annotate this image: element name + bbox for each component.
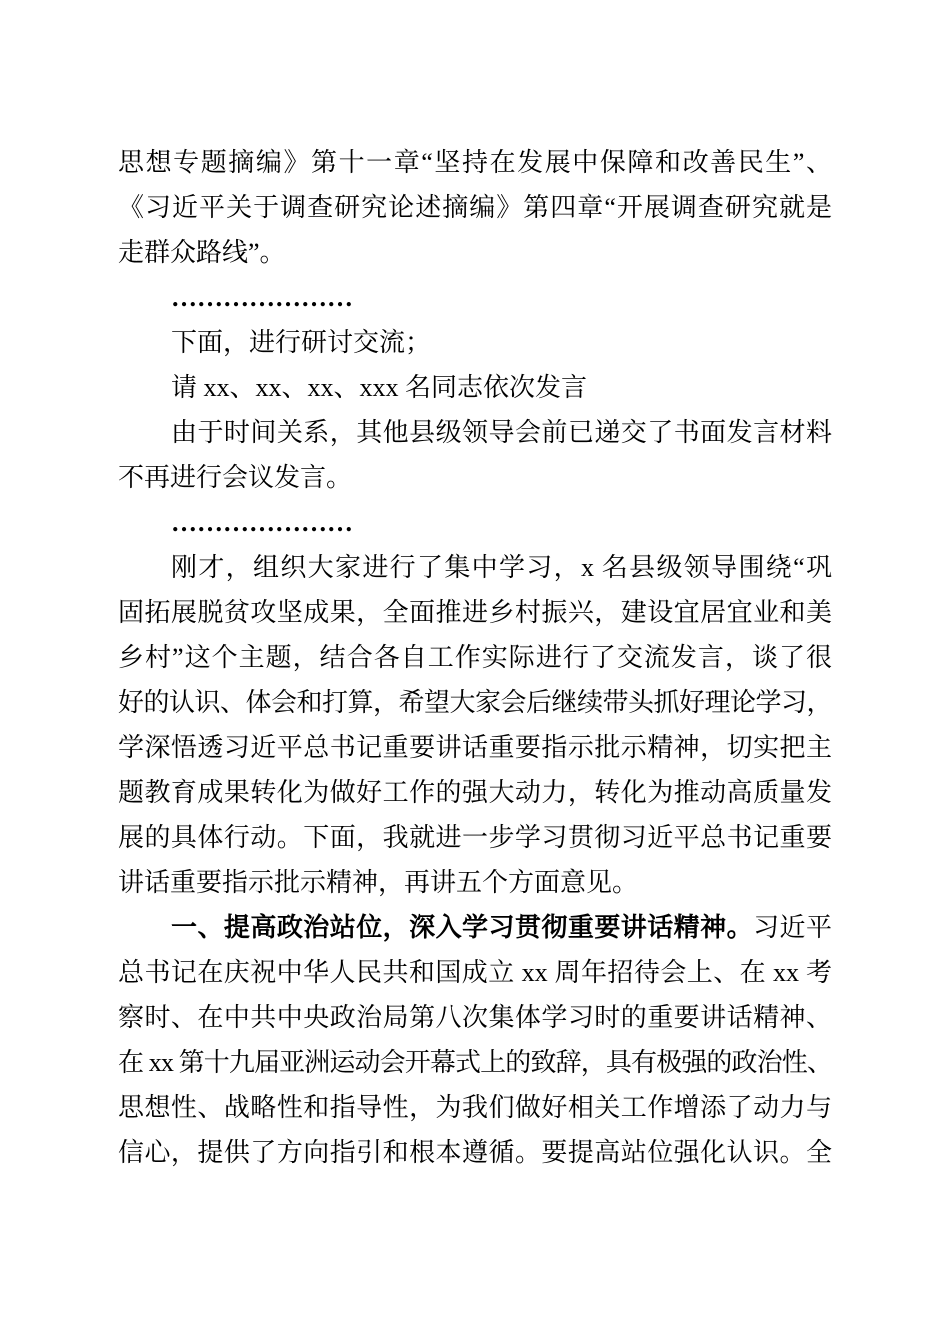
text-line: 好的认识、体会和打算，希望大家会后继续带头抓好理论学习， [118,688,832,717]
section-heading: 一、提高政治站位，深入学习贯彻重要讲话精神。 [171,913,754,943]
text-run: 习近平 [753,913,832,942]
text-line: 由于时间关系，其他县级领导会前已递交了书面发言材料 [171,418,832,447]
paragraph-discussion [118,320,832,365]
paragraph-written-materials [118,410,832,500]
document-body [118,140,832,1175]
text-line: 讲话重要指示批示精神，再讲五个方面意见。 [118,868,639,897]
text-line: 《习近平关于调查研究论述摘编》第四章“开展调查研究就是 [118,193,832,222]
text-line: 请 xx、xx、xx、xxx 名同志依次发言 [171,373,588,402]
ellipsis-line: ………………… [171,283,353,312]
text-line: 总书记在庆祝中华人民共和国成立 xx 周年招待会上、在 xx 考 [118,958,832,987]
text-line: 下面，进行研讨交流； [171,328,432,357]
text-line: 展的具体行动。下面，我就进一步学习贯彻习近平总书记重要 [118,823,832,852]
text-line: 不再进行会议发言。 [118,463,353,492]
text-line: 题教育成果转化为做好工作的强大动力，转化为推动高质量发 [118,778,832,807]
text-line: 走群众路线”。 [118,238,286,267]
text-line: 信心，提供了方向指引和根本遵循。要提高站位强化认识。全 [118,1138,832,1167]
text-line: 学深悟透习近平总书记重要讲话重要指示批示精神，切实把主 [118,733,832,762]
separator-dots [118,275,832,320]
paragraph-summary [118,545,832,905]
text-line: 在 xx 第十九届亚洲运动会开幕式上的致辞，具有极强的政治性、 [118,1048,832,1077]
ellipsis-line: ………………… [171,508,353,537]
text-line: 思想专题摘编》第十一章“坚持在发展中保障和改善民生”、 [118,148,832,177]
separator-dots [118,500,832,545]
paragraph-section-one [118,905,832,1175]
text-line: 思想性、战略性和指导性，为我们做好相关工作增添了动力与 [118,1093,832,1122]
text-line [118,905,832,950]
text-line: 刚才，组织大家进行了集中学习，x 名县级领导围绕“巩 [171,553,832,582]
paragraph-study-materials [118,140,832,275]
text-line: 察时、在中共中央政治局第八次集体学习时的重要讲话精神、 [118,1003,832,1032]
text-line: 固拓展脱贫攻坚成果，全面推进乡村振兴，建设宜居宜业和美 [118,598,832,627]
text-line: 乡村”这个主题，结合各自工作实际进行了交流发言，谈了很 [118,643,832,672]
paragraph-speakers [118,365,832,410]
